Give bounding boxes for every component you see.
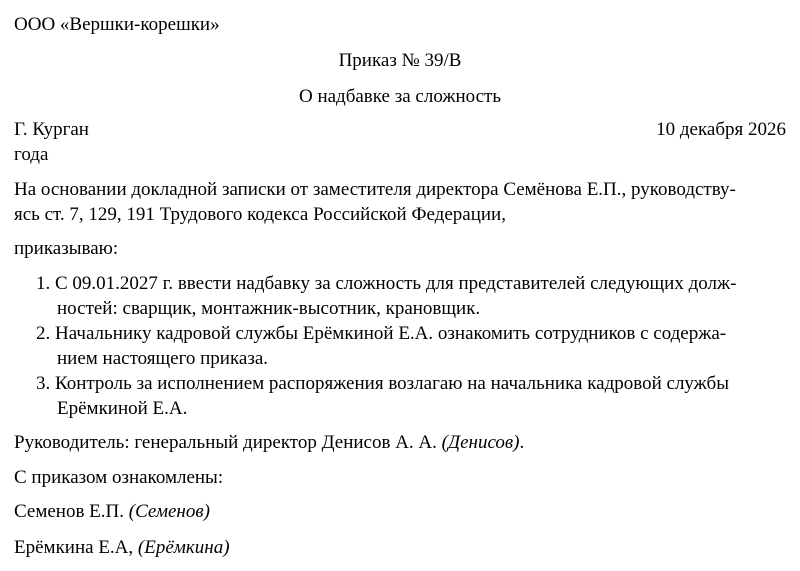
basis-line-2: ясь ст. 7, 129, 191 Трудового кодекса Российской Федерации, <box>14 204 506 225</box>
item-1-line-2: ностей: сварщик, монтажник-высотник, крановщик. <box>57 298 481 319</box>
decree-word: приказываю: <box>14 238 119 259</box>
item-3-line-1: 3. Контроль за исполнением распоряжения возлагаю на начальника кадровой службы <box>36 373 729 394</box>
order-title: Приказ № 39/В <box>338 50 462 71</box>
place: Г. Курган <box>14 119 89 140</box>
organization-name: ООО «Вершки-корешки» <box>14 14 220 35</box>
head-signature: (Денисов) <box>441 432 520 453</box>
head-label: Руководитель: генеральный директор Денисов А. А. <box>14 432 437 453</box>
order-date: 10 декабря 2026 <box>656 119 786 140</box>
place-date-row <box>14 117 786 142</box>
acquainted-signature: (Ерёмкина) <box>137 537 230 558</box>
item-2-line-2: нием настоящего приказа. <box>57 348 269 369</box>
item-3-line-2: Ерёмкиной Е.А. <box>57 398 188 419</box>
basis-line-1: На основании докладной записки от заместителя директора Семёнова Е.П., руководству- <box>14 179 736 200</box>
item-2-line-1: 2. Начальнику кадровой службы Ерёмкиной Е.А. ознакомить сотрудников с содержа- <box>36 323 727 344</box>
item-1-line-1: 1. С 09.01.2027 г. ввести надбавку за сложность для представителей следующих долж- <box>36 273 737 294</box>
order-date-tail: года <box>14 144 49 165</box>
order-subject: О надбавке за сложность <box>298 86 502 107</box>
acquainted-name: Ерёмкина Е.А, <box>14 537 134 558</box>
head-signature-row <box>14 430 786 455</box>
acquainted-signature: (Семенов) <box>128 501 210 522</box>
acquainted-name: Семенов Е.П. <box>14 501 125 522</box>
acquainted-row-2 <box>14 535 786 560</box>
acquainted-label: С приказом ознакомлены: <box>14 467 224 488</box>
acquainted-row-1 <box>14 499 786 524</box>
head-trailing: . <box>519 432 525 453</box>
